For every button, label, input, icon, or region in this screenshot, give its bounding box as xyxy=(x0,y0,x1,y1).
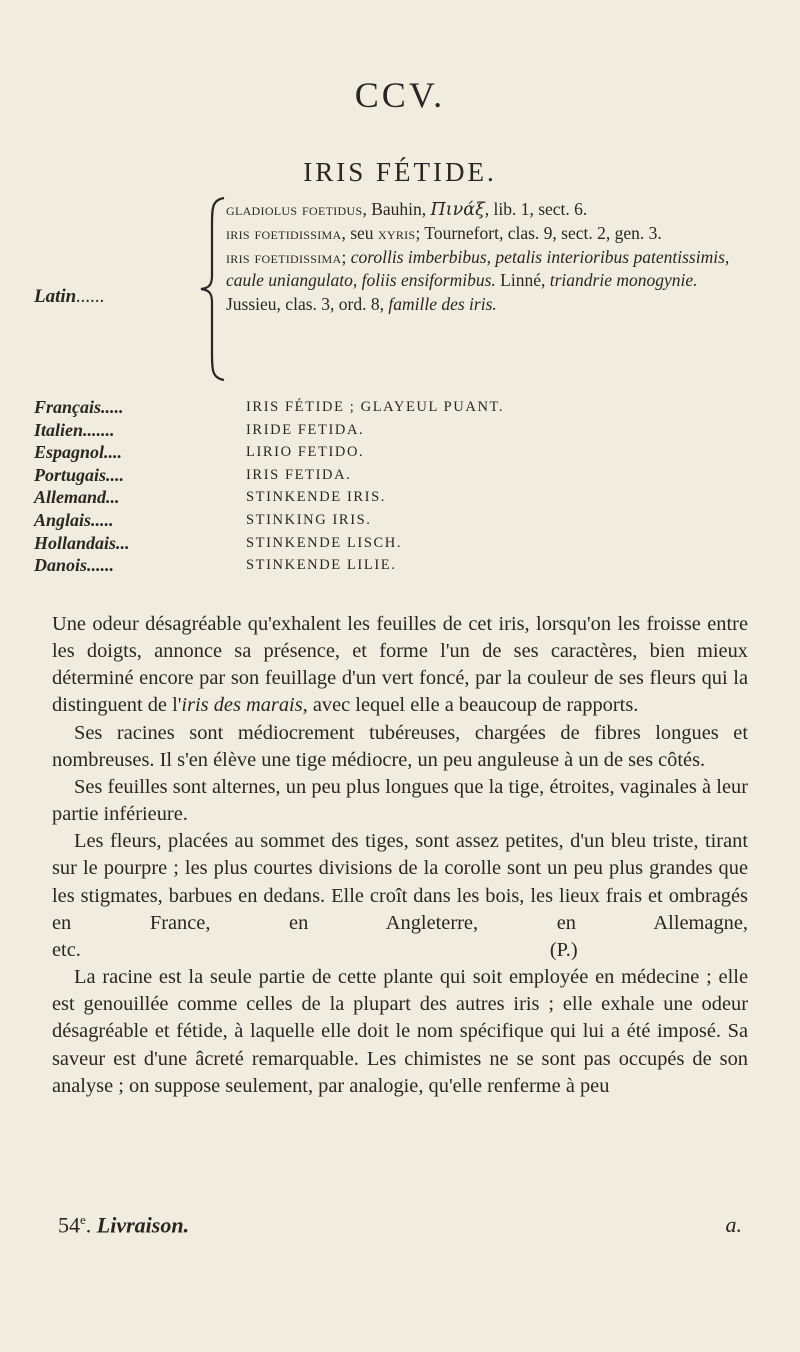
vernacular-name: IRIDE FETIDA. xyxy=(246,421,365,438)
paragraph-text: Ses racines sont médiocrement tubéreuses, chargées de fibres longues et nombreuses. Il s'en élève une tige médiocre, un peu anguleuse à un de ses côtés. xyxy=(52,721,748,771)
vernacular-name: IRIS FETIDA. xyxy=(246,466,352,483)
latin-entry-tournefort xyxy=(226,222,756,245)
vernacular-row xyxy=(34,533,734,556)
language-label xyxy=(34,397,234,418)
vernacular-name: STINKENDE LISCH. xyxy=(246,534,403,551)
synonym-name: iris foetidissima xyxy=(226,223,342,244)
language-label xyxy=(34,465,234,486)
vernacular-row xyxy=(34,420,734,443)
livraison-ordinal: e xyxy=(80,1212,86,1227)
vernacular-row xyxy=(34,487,734,510)
language-dots: ... xyxy=(116,532,130,553)
vernacular-row xyxy=(34,442,734,465)
language-name: Anglais xyxy=(34,509,92,530)
language-name: Portugais xyxy=(34,464,107,485)
paragraph-odeur xyxy=(52,611,748,720)
synonym-name-alt: xyris xyxy=(377,223,416,244)
language-name: Italien xyxy=(34,419,84,440)
language-label xyxy=(34,420,234,441)
latin-label-text: Latin xyxy=(34,286,77,307)
language-name: Danois xyxy=(34,555,88,576)
language-dots: ...... xyxy=(87,555,115,576)
vernacular-row xyxy=(34,397,734,420)
language-dots: ..... xyxy=(101,397,124,417)
language-name: Hollandais xyxy=(34,532,117,553)
synonym-name: gladiolus foetidus xyxy=(226,199,363,219)
footer xyxy=(58,1212,748,1238)
vernacular-name: STINKING IRIS. xyxy=(246,511,372,528)
vernacular-names xyxy=(34,397,734,578)
paragraph-text: Une odeur désagréable qu'exhalent les feuilles de cet iris, lorsqu'on les froisse entre les doigts, annonce sa présence, et forme l'un de ses caractères, bien mieux déterminé encore par son feuillage d'un vert foncé, par la couleur de ses fleurs qui la distinguent de l' xyxy=(52,613,748,717)
paragraph-text: Les fleurs, placées au sommet des tiges, sont assez petites, d'un bleu triste, tirant sur le pourpre ; les plus courtes divisions de la corolle sont un peu plus grandes que les stigmates, barbues en dedans. Elle croît dans les bois, les lieux frais et ombragés en France, en Angleterre, en Allemagne, etc. xyxy=(52,830,748,961)
latin-entry-linne xyxy=(226,246,756,316)
livraison-label: Livraison. xyxy=(96,1212,190,1238)
livraison-number: 54 xyxy=(58,1212,80,1238)
vernacular-row xyxy=(34,510,734,533)
latin-label-dots: ...... xyxy=(76,286,105,307)
paragraph-text: , avec lequel elle a beaucoup de rapports. xyxy=(302,694,639,717)
plant-title: IRIS FÉTIDE. xyxy=(303,157,497,187)
latin-entry-bauhin xyxy=(226,198,756,222)
latin-label xyxy=(34,286,105,308)
paragraph-text: Ses feuilles sont alternes, un peu plus longues que la tige, étroites, vaginales à leur partie inférieure. xyxy=(52,775,748,826)
language-name: Espagnol xyxy=(34,442,105,463)
synonym-author: , Bauhin, xyxy=(362,199,431,219)
paragraph-racine-medecine xyxy=(52,964,748,1100)
author-signature: (P.) xyxy=(549,938,578,961)
jussieu-reference: Jussieu, clas. 3, ord. 8, xyxy=(226,293,389,314)
brace-icon xyxy=(198,196,228,382)
language-label xyxy=(34,442,234,463)
synonym-description: corollis imberbibus, petalis interioribus patentissimis, caule uniangulato, foliis ensiformibus. xyxy=(226,246,730,291)
paragraph-text: La racine est la seule partie de cette plante qui soit employée en médecine ; elle est genouillée comme celles de la plupart des autres iris ; elle exhale une odeur désagréable et fétide, à laquelle elle doit le nom spécifique qui lui a été imposé. Sa saveur est d'une âcreté remarquable. Les chimistes ne se sont pas occupés de son analyse ; on suppose seulement, par analogie, qu'elle renferme à peu xyxy=(52,966,748,1097)
vernacular-name: STINKENDE LILIE. xyxy=(246,557,397,574)
vernacular-name: LIRIO FETIDO. xyxy=(246,444,365,461)
language-dots: .... xyxy=(104,442,123,463)
language-dots: ....... xyxy=(83,419,115,440)
linne-class: triandrie monogynie. xyxy=(549,270,698,291)
livraison-dot: . xyxy=(85,1212,92,1238)
vernacular-name: IRIS FÉTIDE ; GLAYEUL PUANT. xyxy=(246,399,505,415)
language-label xyxy=(34,510,234,531)
language-dots: ... xyxy=(106,487,120,508)
synonym-separator: ; xyxy=(341,246,351,267)
linne-author: Linné, xyxy=(495,270,550,291)
vernacular-row xyxy=(34,465,734,488)
language-dots: .... xyxy=(106,464,125,485)
language-dots: ..... xyxy=(91,509,114,530)
synonym-reference: , lib. 1, sect. 6. xyxy=(484,199,588,219)
synonym-conjunction: , seu xyxy=(341,223,378,244)
page-number: CCV. xyxy=(354,75,446,115)
latin-synonyms xyxy=(226,198,756,316)
vernacular-row xyxy=(34,555,734,578)
signature-mark: a. xyxy=(725,1212,742,1237)
synonym-name: iris foetidissima xyxy=(226,246,342,267)
paragraph-feuilles xyxy=(52,774,748,828)
paragraph-italic: iris des marais xyxy=(181,694,303,717)
vernacular-name: STINKENDE IRIS. xyxy=(246,489,386,506)
language-label xyxy=(34,487,234,508)
jussieu-family: famille des iris. xyxy=(388,293,497,314)
language-name: Français xyxy=(34,397,102,417)
greek-title: Πινάξ xyxy=(430,200,485,220)
language-label xyxy=(34,555,234,576)
language-label xyxy=(34,533,234,554)
language-name: Allemand xyxy=(34,487,107,508)
paragraph-fleurs xyxy=(52,828,748,964)
paragraph-racines xyxy=(52,720,748,774)
synonym-reference: ; Tournefort, clas. 9, sect. 2, gen. 3. xyxy=(415,223,662,244)
body-text xyxy=(52,611,748,1100)
